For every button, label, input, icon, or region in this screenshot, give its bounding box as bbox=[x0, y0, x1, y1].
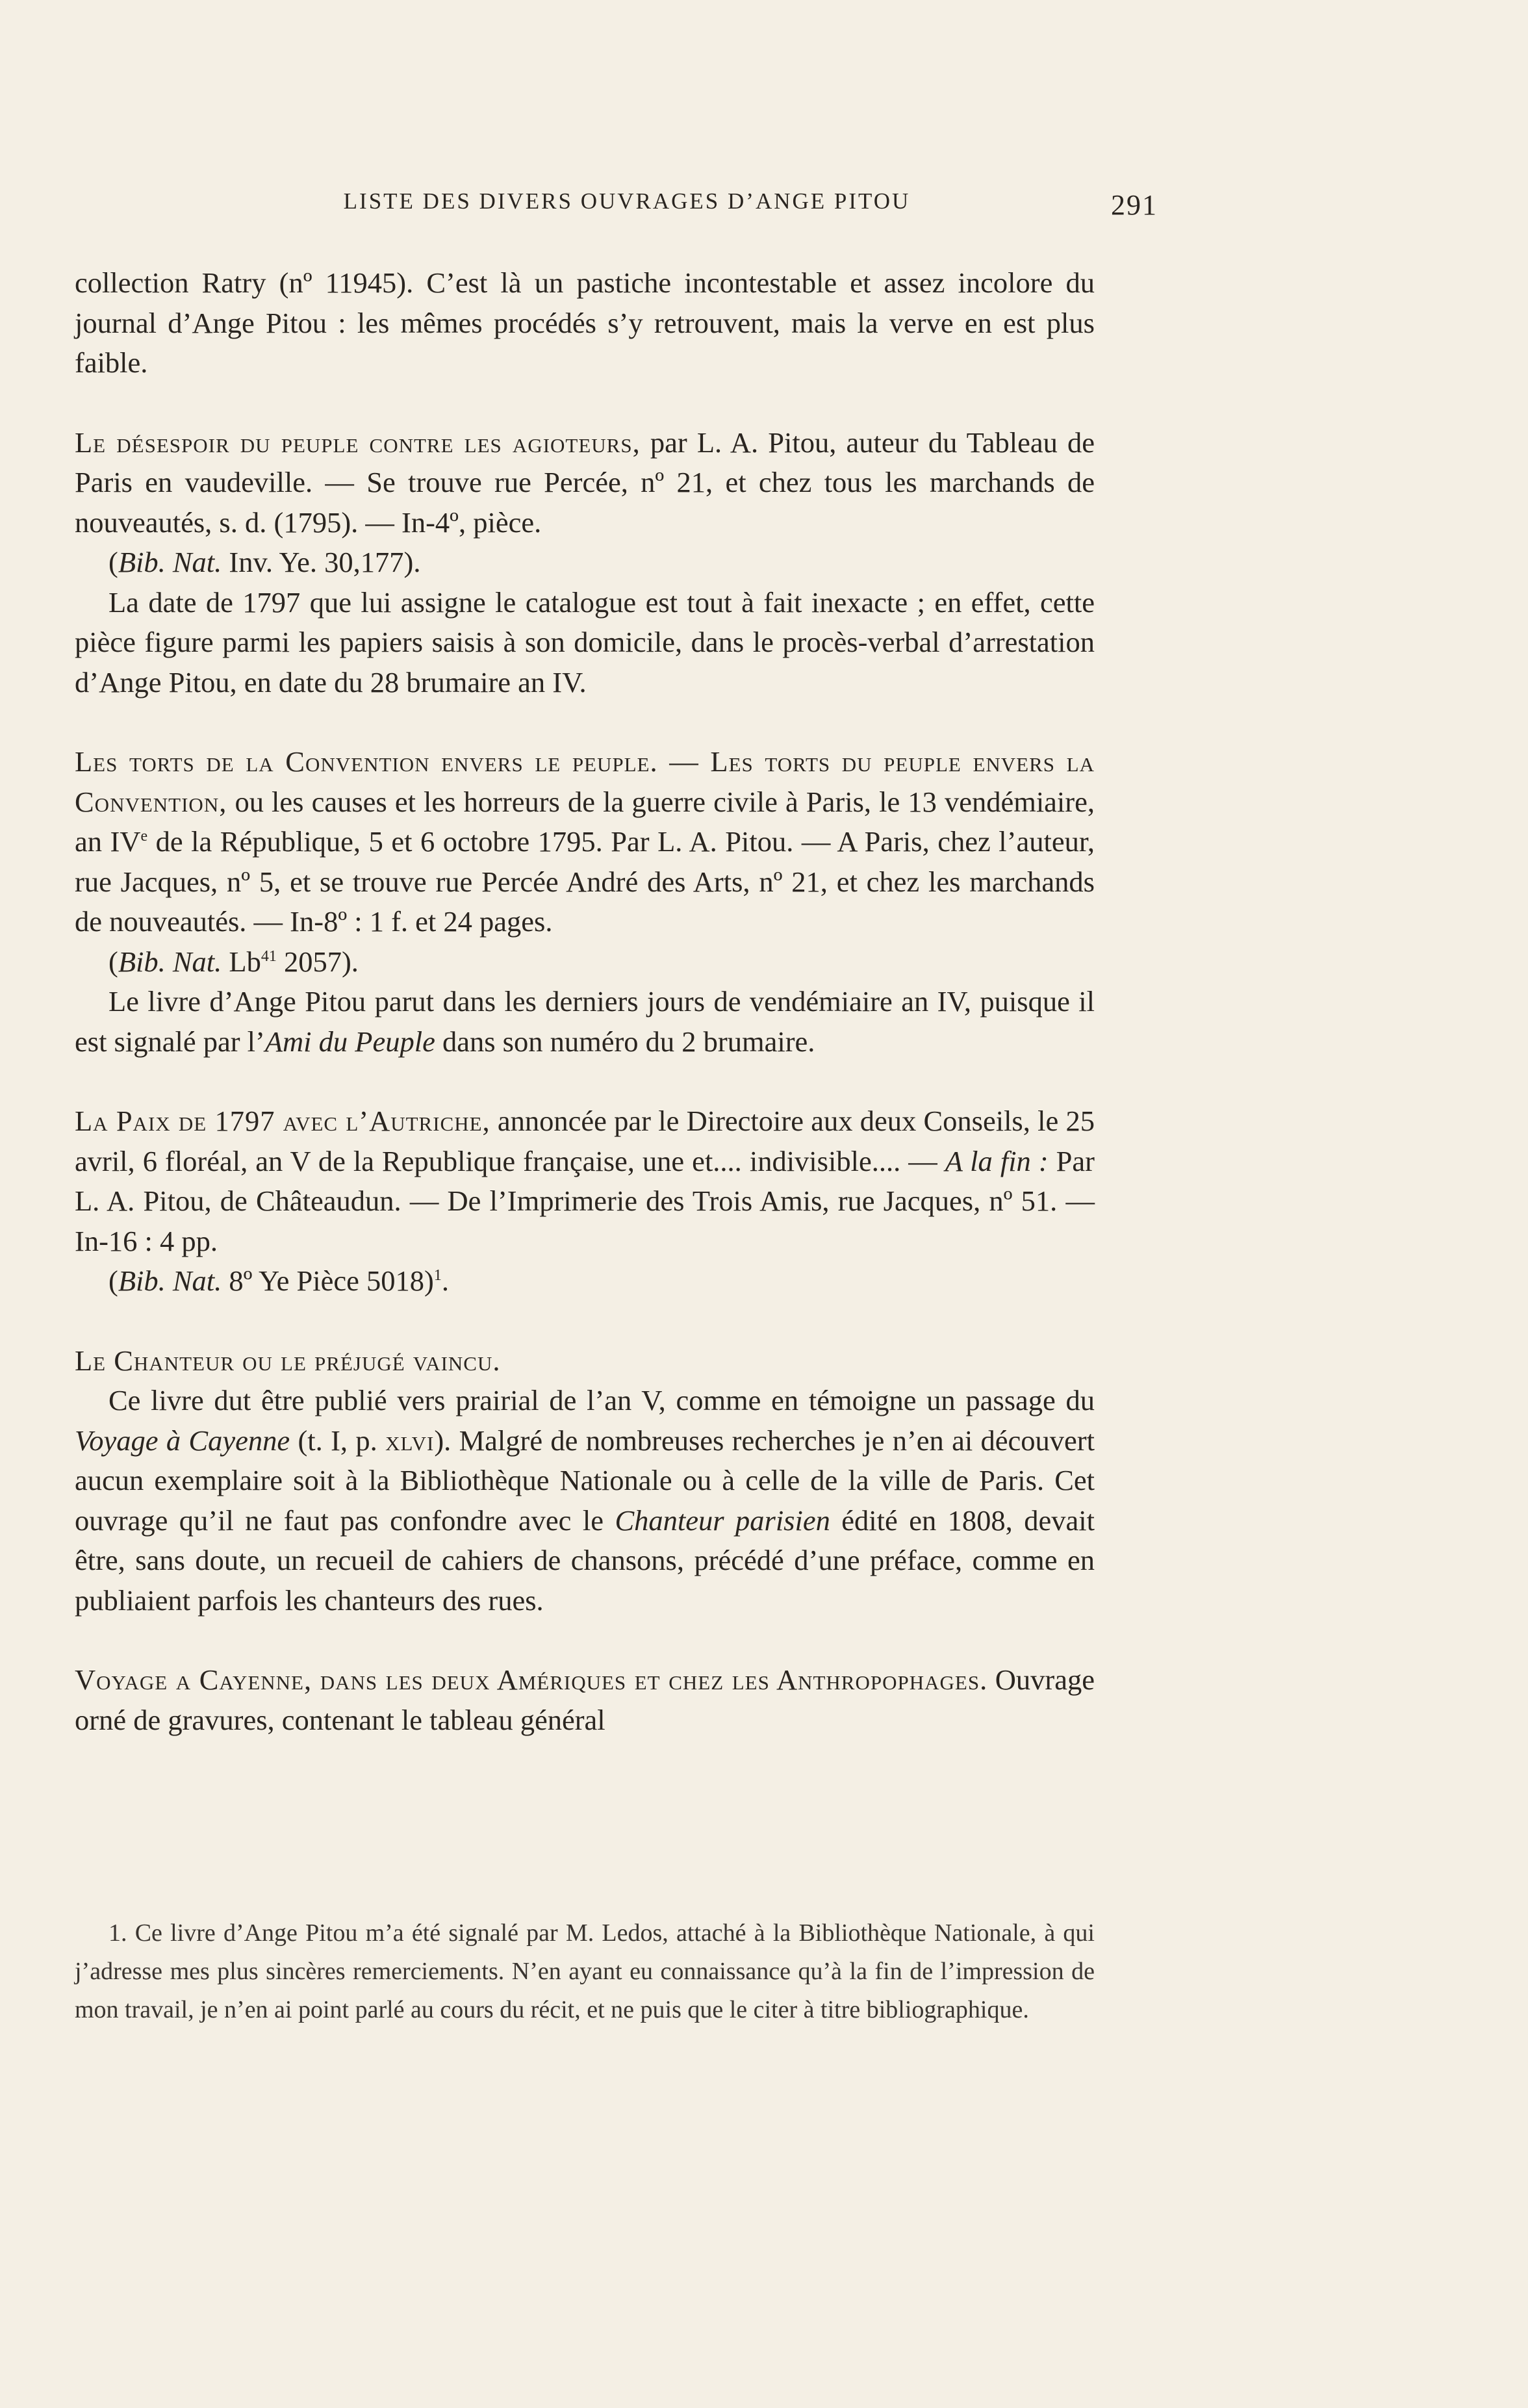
main-text bbox=[75, 263, 1095, 1740]
entry-note: Ce livre dut être publié vers prairial de l’an V, comme en témoigne un passage du Voyage à Cayenne (t. I, p. xlvi). Malgré de nombreuses recherches je n’en ai découvert aucun exemplaire soit à la Bibliothèque Nationale ou à celle de la ville de Paris. Cet ouvrage qu’il ne faut pas confondre avec le Chanteur parisien édité en 1808, devait être, sans doute, un recueil de cahiers de chansons, précédé d’une préface, comme en publiaient parfois les chanteurs des rues. bbox=[75, 1384, 1095, 1617]
footnote-area bbox=[75, 1914, 1095, 2029]
paragraph-continuation: collection Ratry (nº 11945). C’est là un pastiche incontestable et assez incolore du journal d’Ange Pitou : les mêmes procédés s’y retrouvent, mais la verve en est plus faible. bbox=[75, 266, 1095, 379]
footnote-marker: 1 bbox=[433, 1267, 442, 1285]
footnote: 1. Ce livre d’Ange Pitou m’a été signalé par M. Ledos, attaché à la Bibliothèque Nationale, à qui j’adresse mes plus sincères remerciements. N’en ayant eu connaissance qu’à la fin de l’impression de mon travail, je n’en ai point parlé au cours du récit, et ne puis que le citer à titre bibliographique. bbox=[75, 1919, 1095, 2023]
entry-title: Le désespoir du peuple contre les agioteurs, bbox=[75, 426, 641, 459]
entry-title: Voyage a Cayenne, dans les deux Amériques et chez les Anthropophages. bbox=[75, 1663, 988, 1696]
page-number: 291 bbox=[1111, 189, 1158, 221]
reference: (Bib. Nat. 8º Ye Pièce 5018)$^1$. bbox=[108, 1264, 449, 1297]
running-head: LISTE DES DIVERS OUVRAGES D’ANGE PITOU bbox=[343, 188, 911, 214]
entry-note: La date de 1797 que lui assigne le catalogue est tout à fait inexacte ; en effet, cette pièce figure parmi les papiers saisis à son domicile, dans le procès-verbal d’arrestation d’Ange Pitou, en date du 28 brumaire an IV. bbox=[75, 585, 1095, 698]
entry-torts: Les torts de la Convention envers le peuple. — Les torts du peuple envers la Convention, ou les causes et les horreurs de la guerre civile à Paris, le 13 vendémiaire, an IVe de la République, 5 et 6 octobre 1795. Par L. A. Pitou. — A Paris, chez l’auteur, rue Jacques, nº 5, et se trouve rue Percée André des Arts, nº 21, et chez les marchands de nouveautés. — In-8º : 1 f. et 24 pages. bbox=[75, 745, 1095, 938]
reference: (Bib. Nat. Lb$^{41}$ 2057). bbox=[108, 945, 359, 978]
entry-chanteur: Le Chanteur ou le préjugé vaincu. bbox=[75, 1344, 501, 1377]
entry-paix: La Paix de 1797 avec l’Autriche, annoncée par le Directoire aux deux Conseils, le 25 avril, 6 floréal, an V de la Republique française, une et.... indivisible.... — A la fin : Par L. A. Pitou, de Châteaudun. — De l’Imprimerie des Trois Amis, rue Jacques, nº 51. — In-16 : 4 pp. bbox=[75, 1105, 1095, 1257]
entry-voyage: Voyage a Cayenne, dans les deux Amériques et chez les Anthropophages. Ouvrage orné de gravures, contenant le tableau général bbox=[75, 1663, 1095, 1736]
entry-title: Les torts de la Convention envers le peuple. — Les torts du peuple envers la Convention, bbox=[75, 745, 1095, 818]
reference: (Bib. Nat. Inv. Ye. 30,177). bbox=[108, 546, 421, 578]
entry-desespoir: Le désespoir du peuple contre les agioteurs, par L. A. Pitou, auteur du Tableau de Paris en vaudeville. — Se trouve rue Percée, nº 21, et chez tous les marchands de nouveautés, s. d. (1795). — In-4º, pièce. bbox=[75, 426, 1095, 539]
entry-title: La Paix de 1797 avec l’Autriche, bbox=[75, 1105, 490, 1137]
entry-note: Le livre d’Ange Pitou parut dans les derniers jours de vendémiaire an IV, puisque il est signalé par l’Ami du Peuple dans son numéro du 2 brumaire. bbox=[75, 985, 1095, 1058]
